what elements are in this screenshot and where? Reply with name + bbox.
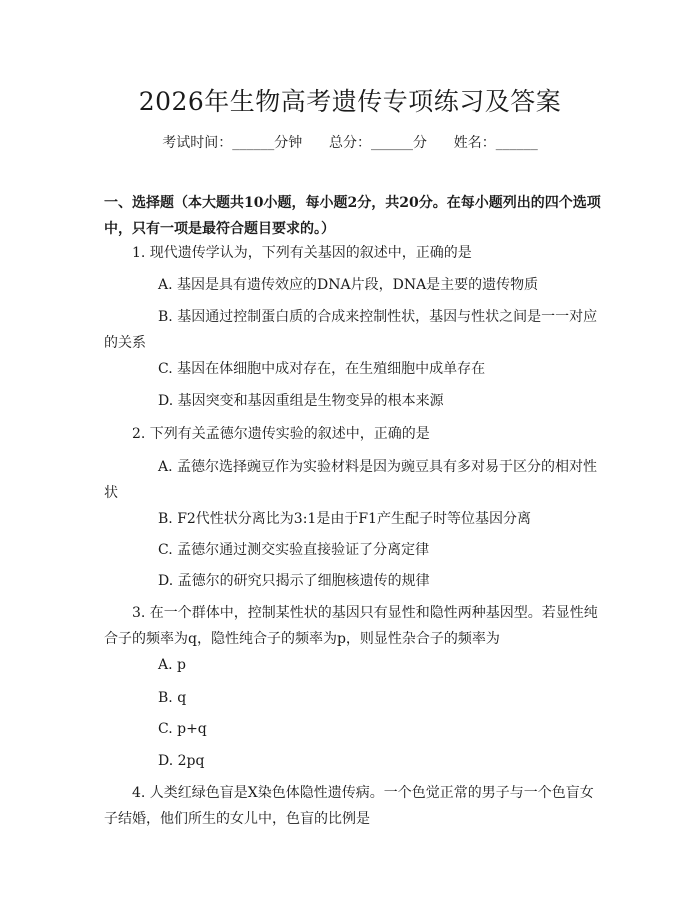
question-3-option-b: B. q <box>158 690 187 706</box>
question-3-option-c: C. p+q <box>158 721 207 737</box>
question-2-option-d: D. 孟德尔的研究只揭示了细胞核遗传的规律 <box>158 573 430 589</box>
section-heading: 一、选择题（本大题共10小题，每小题2分，共20分。在每小题列出的四个选项中，只有一项是最符合题目要求的。） <box>104 195 601 237</box>
question-3-option-d: D. 2pq <box>158 753 205 769</box>
question-2-option-a: A. 孟德尔选择豌豆作为实验材料是因为豌豆具有多对易于区分的相对性状 <box>104 459 598 501</box>
question-3-stem: 3. 在一个群体中，控制某性状的基因只有显性和隐性两种基因型。若显性纯合子的频率为q，隐性纯合子的频率为p，则显性杂合子的频率为 <box>104 605 598 647</box>
question-2-option-b: B. F2代性状分离比为3:1是由于F1产生配子时等位基因分离 <box>158 511 531 527</box>
question-1-stem: 1. 现代遗传学认为，下列有关基因的叙述中，正确的是 <box>132 245 472 261</box>
question-4-stem: 4. 人类红绿色盲是X染色体隐性遗传病。一个色觉正常的男子与一个色盲女子结婚，他们所生的女儿中，色盲的比例是 <box>104 785 594 827</box>
question-1-option-b: B. 基因通过控制蛋白质的合成来控制性状，基因与性状之间是一一对应的关系 <box>104 309 598 351</box>
question-1-option-c: C. 基因在体细胞中成对存在，在生殖细胞中成单存在 <box>158 361 486 377</box>
exam-info-line: 考试时间：______分钟 总分：______分 姓名：______ <box>162 135 538 151</box>
question-2-option-c: C. 孟德尔通过测交实验直接验证了分离定律 <box>158 542 430 558</box>
question-1-option-a: A. 基因是具有遗传效应的DNA片段，DNA是主要的遗传物质 <box>158 277 539 293</box>
question-1-option-d: D. 基因突变和基因重组是生物变异的根本来源 <box>158 393 444 409</box>
page-title: 2026年生物高考遗传专项练习及答案 <box>138 87 562 116</box>
question-3-option-a: A. p <box>158 657 186 673</box>
question-2-stem: 2. 下列有关孟德尔遗传实验的叙述中，正确的是 <box>132 426 430 442</box>
